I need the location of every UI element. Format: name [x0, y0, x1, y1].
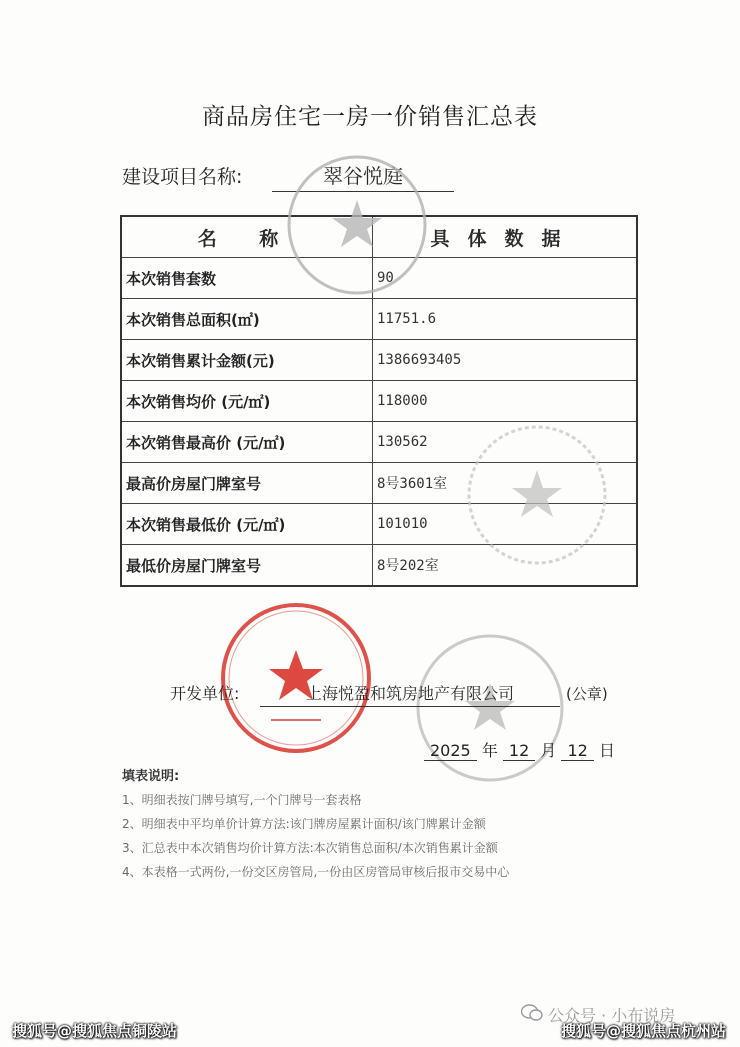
row-value: 8号202室	[373, 545, 638, 587]
developer-label: 开发单位:	[170, 684, 240, 703]
instructions	[122, 765, 642, 888]
row-label: 本次销售均价 (元/㎡)	[121, 381, 373, 422]
company-red-seal	[216, 598, 376, 758]
row-label: 本次销售最低价 (元/㎡)	[121, 504, 373, 545]
date-year: 2025	[424, 741, 477, 761]
date-year-label: 年	[481, 741, 498, 760]
project-name: 翠谷悦庭	[272, 160, 454, 192]
header-data: 具体数据	[373, 216, 638, 258]
header-name: 名 称	[121, 216, 373, 258]
instruction-item: 1、明细表按门牌号填写,一个门牌号一套表格	[122, 793, 362, 807]
row-value: 101010	[373, 504, 638, 545]
watermark-left: 搜狐号@搜狐焦点铜陵站	[12, 1022, 178, 1040]
faded-seal-right	[462, 420, 612, 570]
date-day: 12	[561, 741, 593, 761]
project-label: 建设项目名称:	[122, 166, 243, 188]
watermark-right: 搜狐号@搜狐焦点杭州站	[560, 1022, 726, 1040]
row-value: 90	[373, 258, 638, 299]
date-day-label: 日	[598, 741, 615, 760]
faded-seal-bottom	[410, 628, 570, 788]
row-label: 本次销售总面积(㎡)	[121, 299, 373, 340]
date-month: 12	[503, 741, 535, 761]
account-watermark: 公众号 · 小布说房	[548, 1006, 676, 1025]
seal-note: (公章)	[566, 685, 608, 703]
row-value: 118000	[373, 381, 638, 422]
row-label: 最高价房屋门牌室号	[121, 463, 373, 504]
document-title: 商品房住宅一房一价销售汇总表	[202, 104, 538, 130]
instruction-item: 4、本表格一式两份,一份交区房管局,一份由区房管局审核后报市交易中心	[122, 865, 510, 879]
table-row	[121, 340, 637, 381]
row-label: 本次销售最高价 (元/㎡)	[121, 422, 373, 463]
row-label: 最低价房屋门牌室号	[121, 545, 373, 587]
faded-seal-top	[282, 150, 432, 300]
wechat-icon	[521, 1004, 543, 1022]
row-label: 本次销售套数	[121, 258, 373, 299]
date-month-label: 月	[540, 741, 557, 760]
table-row	[121, 381, 637, 422]
row-value: 8号3601室	[373, 463, 638, 504]
instruction-item: 3、汇总表中本次销售均价计算方法:本次销售总面积/本次销售累计金额	[122, 841, 498, 855]
date-row	[424, 738, 615, 761]
table-row	[121, 299, 637, 340]
row-value: 11751.6	[373, 299, 638, 340]
developer-name: 上海悦盈和筑房地产有限公司	[260, 681, 560, 707]
instructions-title: 填表说明:	[122, 769, 180, 784]
instruction-item: 2、明细表中平均单价计算方法:该门牌房屋累计面积/该门牌累计金额	[122, 817, 486, 831]
row-value: 1386693405	[373, 340, 638, 381]
row-value: 130562	[373, 422, 638, 463]
row-label: 本次销售累计金额(元)	[121, 340, 373, 381]
